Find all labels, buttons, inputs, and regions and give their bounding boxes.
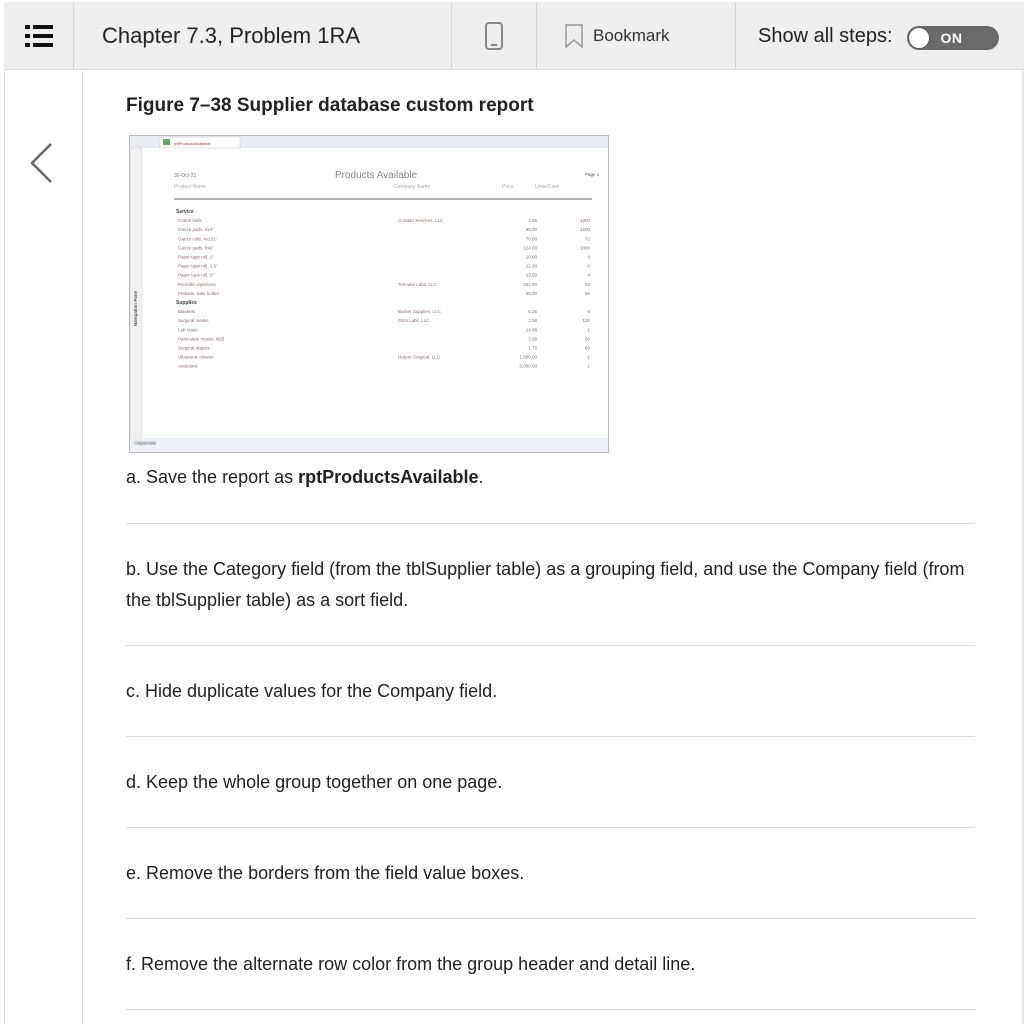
divider [126,645,975,646]
problem-content [126,95,975,974]
report-price: 262.00 [523,281,537,287]
task-d: d. Keep the whole group together on one page. [126,772,503,792]
task-e: e. Remove the borders from the field value boxes. [126,863,525,883]
report-units: 1000 [579,218,590,224]
report-group-header: Supplies [176,300,197,306]
report-product-name: Paper tape roll, 2" [178,272,214,278]
report-tab-label: rptProductsAvailable [174,141,211,146]
report-product-name: Ultrasonic cleaner [178,354,215,360]
report-price: 6.25 [528,309,537,315]
report-units: 6 [587,309,590,315]
report-company-name: Croatan Services, LLC [398,218,444,224]
divider [126,736,975,737]
report-product-name: Gauze rolls, 4x131" [178,236,218,242]
report-units: 6 [587,263,590,269]
task-f: f. Remove the alternate row color from the group header and detail line. [126,954,696,974]
report-units: 25 [584,281,590,287]
report-title: Products Available [335,170,418,181]
report-units: 100 [582,318,590,324]
report-price: 70.00 [525,236,537,242]
toggle-state: ON [940,30,963,46]
status-bar [130,438,609,453]
report-units: 1 [587,327,590,333]
toggle-knob [908,27,930,49]
report-price: 10.00 [525,254,537,260]
report-price: 65.00 [525,227,537,233]
report-product-name: Blankets [178,309,196,315]
menu-button[interactable] [4,2,74,70]
report-price: 5,000.00 [519,363,537,369]
task-b: b. Use the Category field (from the tblSupplier table) as a grouping field, and use the Company field (from the tblSupplier table) as a sort field. [126,559,965,610]
report-product-name: Surgical masks [178,318,209,324]
task-c: c. Hide duplicate values for the Company field. [126,681,498,701]
report-units: 50 [584,336,590,342]
task-a: a. Save the report as rptProductsAvailable. [126,467,484,487]
report-product-name: Paper tape roll, 1.5" [178,263,218,269]
report-page-label: Page 1 [585,172,600,177]
left-rail [4,71,83,1024]
report-price: 124.00 [523,245,537,251]
report-units: 50 [584,290,590,296]
report-units: 1200 [579,227,590,233]
page-title: Chapter 7.3, Problem 1RA [74,2,452,70]
report-date: 30-Oct-21 [174,173,197,179]
divider [126,918,975,919]
report-units: 1000 [579,245,590,251]
report-units: 6 [587,254,590,260]
status-bar-label: Report View [137,441,157,446]
figure-title: Figure 7–38 Supplier database custom report [126,95,534,116]
report-product-name: Paper tape roll, 1" [178,254,214,260]
report-price: 1,800.00 [519,354,537,360]
report-price: 1.75 [528,345,537,351]
report-company-name: Barber Supplies, LLC [398,309,441,315]
top-bar [4,2,1024,70]
report-units: 4 [587,272,590,278]
report-image [130,136,609,453]
report-price: 14.98 [525,327,537,333]
report-price: 25.00 [525,290,537,296]
back-arrow-icon[interactable] [27,141,57,185]
report-product-name: Autoclave [178,363,198,369]
report-product-name: Lab coats [178,327,198,333]
report-product-name: Surgical drapes [178,345,210,351]
show-all-steps [736,2,1024,70]
report-company-name: Harper Surgical, LLC [398,354,441,360]
report-price: 3.98 [528,336,537,342]
report-product-name: Cotton balls [178,218,202,224]
report-product-name: Particulate masks, N95 [178,336,225,342]
report-column-header: Units/Case [535,184,560,190]
report-product-name: Gauze pads, 4x4" [178,227,214,233]
bookmark-icon [565,24,583,48]
report-price: 2.98 [528,318,537,324]
list-menu-icon [25,24,53,48]
bookmark-label: Bookmark [593,26,670,45]
report-units: 1 [587,363,590,369]
report-price: 12.00 [525,263,537,269]
report-product-name: Penicillin injections [178,281,216,287]
report-column-header: Price [502,184,514,190]
report-column-header: Company Name [394,184,431,190]
divider [126,827,975,828]
report-company-name: Tennake Labs, LLC [398,281,437,287]
report-company-name: GEN Labs, LLC [398,318,430,324]
bookmark-button[interactable] [537,2,736,70]
report-tab-icon [163,139,170,145]
divider [126,1009,975,1010]
report-units: 50 [584,345,590,351]
report-screenshot [129,135,609,453]
show-all-steps-toggle[interactable] [907,26,999,50]
report-price: 3.95 [528,218,537,224]
device-view-button[interactable] [452,2,537,70]
report-product-name: Gauze pads, 6x6" [178,245,214,251]
report-units: 72 [584,236,590,242]
report-units: 1 [587,354,590,360]
divider [126,523,975,524]
report-group-header: Service [176,209,194,215]
show-all-steps-label: Show all steps: [758,24,893,47]
report-product-name: Pediatric tube holder [178,290,220,296]
phone-icon [485,22,503,50]
report-price: 13.50 [525,272,537,278]
report-column-header: Product Name [174,184,206,190]
navigation-pane-label: Navigation Pane [133,290,138,326]
